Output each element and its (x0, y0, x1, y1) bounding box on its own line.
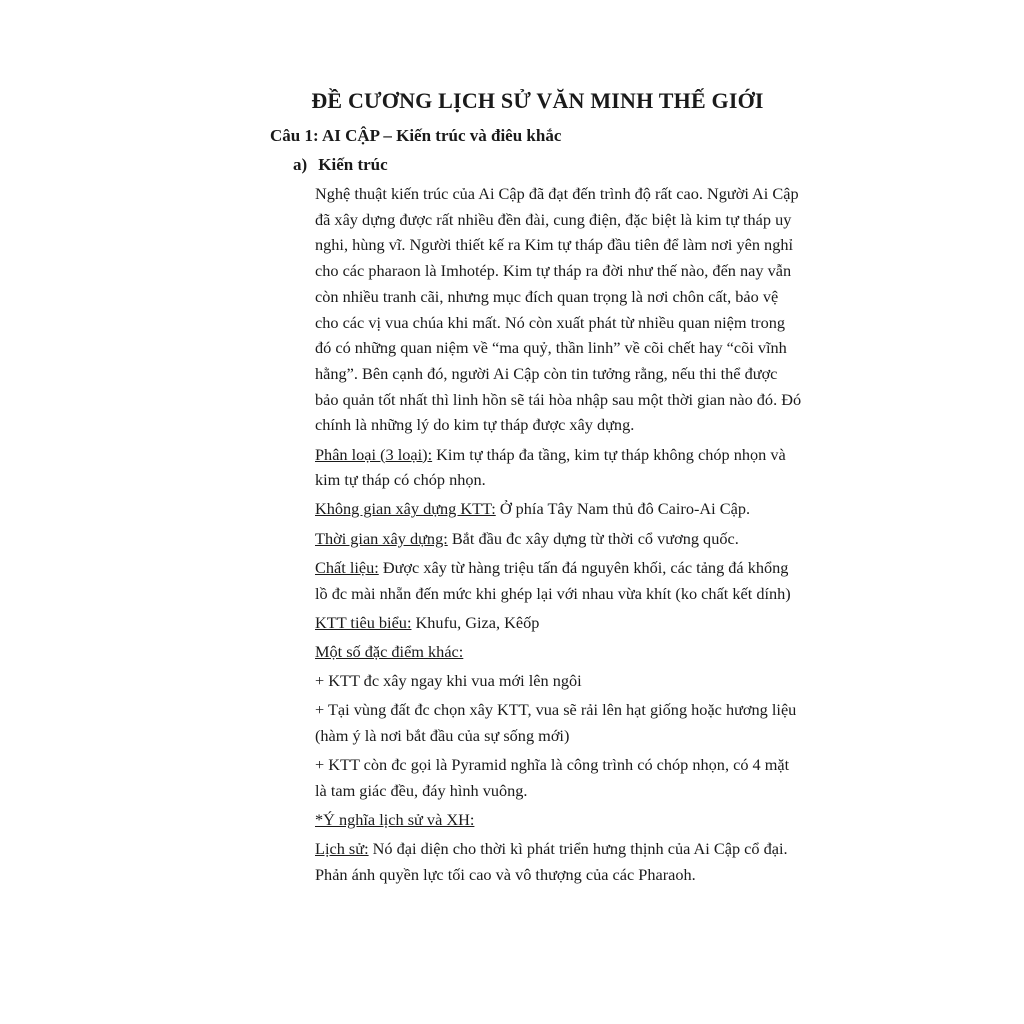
item-label: Không gian xây dựng KTT: (315, 499, 496, 519)
item-other-features (315, 639, 803, 665)
item-text: Bắt đầu đc xây dựng từ thời cổ vương quốc. (447, 528, 739, 548)
item-label: Phân loại (3 loại): (315, 444, 433, 464)
item-label: Một số đặc điểm khác: (315, 641, 464, 661)
item-location (315, 496, 803, 522)
section-marker: a) (293, 155, 308, 174)
item-label: Lịch sử: (315, 839, 369, 859)
bullet-item: + KTT còn đc gọi là Pyramid nghĩa là công trình có chóp nhọn, có 4 mặt là tam giác đều, đáy hình vuông. (315, 755, 790, 800)
section-label: Kiến trúc (318, 155, 388, 174)
significance-label: *Ý nghĩa lịch sử và XH: (315, 810, 475, 830)
document-title: ĐỀ CƯƠNG LỊCH SỬ VĂN MINH THẾ GIỚI (311, 88, 764, 113)
significance-heading (315, 807, 803, 833)
item-text: Được xây từ hàng triệu tấn đá nguyên khối, các tảng đá khổng lồ đc mài nhẵn đến mức khi ghép lại với nhau vừa khít (ko chất kết dính) (315, 557, 791, 603)
bullet-item: + Tại vùng đất đc chọn xây KTT, vua sẽ rải lên hạt giống hoặc hương liệu (hàm ý là nơi bắt đầu của sự sống mới) (315, 700, 797, 746)
item-label: KTT tiêu biểu: (315, 612, 412, 632)
item-text: Khufu, Giza, Kêốp (411, 612, 540, 632)
section-heading (293, 155, 388, 175)
item-classification (315, 442, 803, 493)
bullet-item: + KTT đc xây ngay khi vua mới lên ngôi (315, 671, 582, 691)
item-text: Nó đại diện cho thời kì phát triển hưng thịnh của Ai Cập cổ đại. Phản ánh quyền lực tối cao và vô thượng của các Pharaoh. (315, 839, 788, 885)
item-text: Kim tự tháp đa tầng, kim tự tháp không chóp nhọn và kim tự tháp có chóp nhọn. (315, 444, 786, 490)
item-examples (315, 610, 803, 636)
item-material (315, 555, 803, 606)
document-body (315, 181, 803, 891)
question-heading: Câu 1: AI CẬP – Kiến trúc và điêu khắc (270, 126, 562, 145)
item-label: Chất liệu: (315, 557, 379, 577)
intro-paragraph: Nghệ thuật kiến trúc của Ai Cập đã đạt đến trình độ rất cao. Người Ai Cập đã xây dựng được rất nhiều đền đài, cung điện, đặc biệt là kim tự tháp uy nghi, hùng vĩ. Người thiết kế ra Kim tự tháp đầu tiên để làm nơi yên nghỉ cho các pharaon là Imhotép. Kim tự tháp ra đời như thế nào, đến nay vẫn còn nhiều tranh cãi, nhưng mục đích quan trọng là nơi chôn cất, bảo vệ cho các vị vua chúa khi mất. Nó còn xuất phát từ nhiều quan niệm trong đó có những quan niệm về “ma quỷ, thần linh” về cõi chết hay “cõi vĩnh hằng”. Bên cạnh đó, người Ai Cập còn tin tưởng rằng, nếu thi thể được bảo quản tốt nhất thì linh hồn sẽ tái hòa nhập sau một thời gian nào đó. Đó chính là những lý do kim tự tháp được xây dựng. (315, 184, 802, 435)
item-history (315, 836, 803, 887)
item-text: Ở phía Tây Nam thủ đô Cairo-Ai Cập. (495, 499, 751, 519)
item-time (315, 526, 803, 552)
item-label: Thời gian xây dựng: (315, 528, 448, 548)
